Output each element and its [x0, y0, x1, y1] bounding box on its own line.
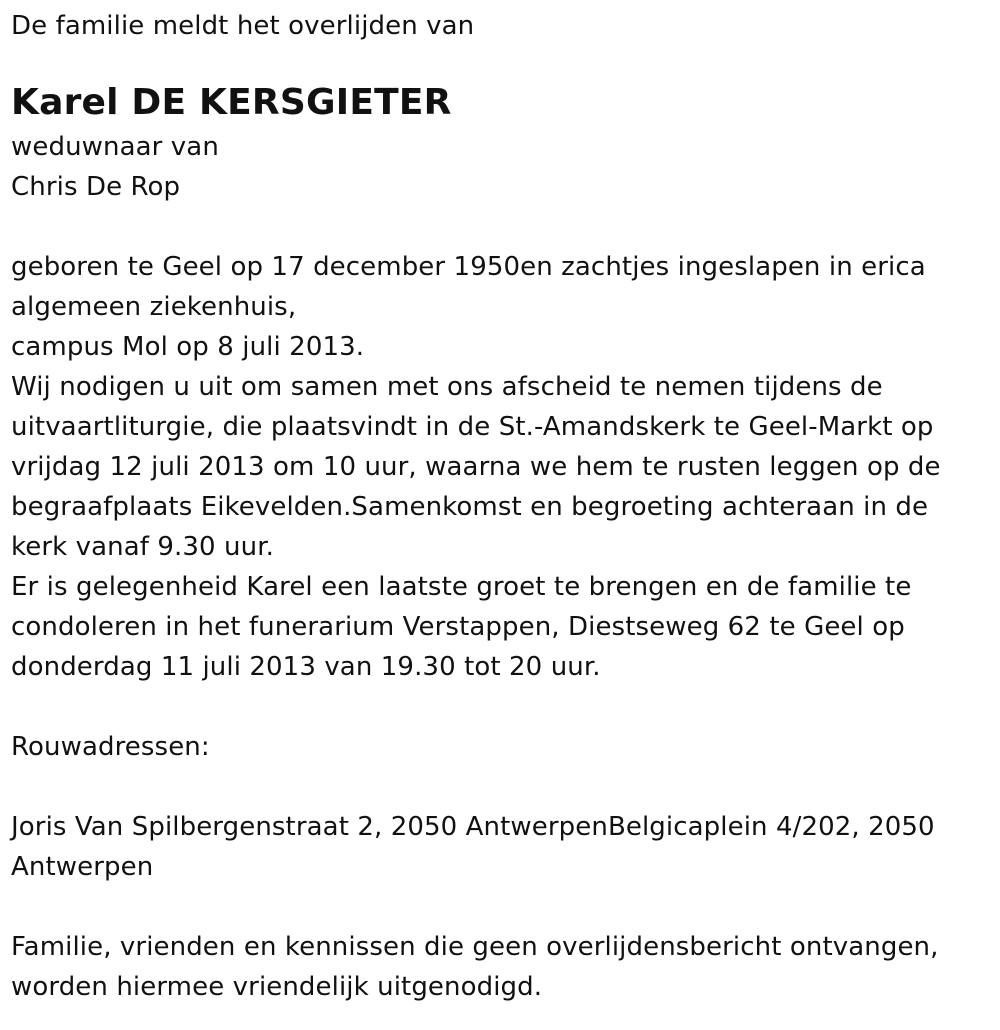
address-line: Joris Van Spilbergenstraat 2, 2050 AntwerpenBelgicaplein 4/202, 2050: [11, 812, 935, 842]
text-line: begraafplaats Eikevelden.Samenkomst en begroeting achteraan in de: [11, 492, 929, 522]
text-line: vrijdag 12 juli 2013 om 10 uur, waarna we hem te rusten leggen op de: [11, 452, 941, 482]
text-line: worden hiermee vriendelijk uitgenodigd.: [11, 972, 543, 1002]
condolence-paragraph: [11, 567, 1000, 687]
text-line: condoleren in het funerarium Verstappen, Diestseweg 62 te Geel op: [11, 612, 905, 642]
funeral-paragraph: [11, 367, 1000, 567]
intro-text: De familie meldt het overlijden van: [11, 11, 475, 41]
closing-paragraph: [11, 927, 1000, 1007]
addresses-paragraph: [11, 807, 1000, 887]
address-line: Antwerpen: [11, 852, 154, 882]
spacer: [11, 207, 1000, 247]
spacer: [11, 887, 1000, 927]
text-line: uitvaartliturgie, die plaatsvindt in de St.-Amandskerk te Geel-Markt op: [11, 412, 934, 442]
relation-label: weduwnaar van: [11, 132, 219, 162]
spouse-name: Chris De Rop: [11, 172, 181, 202]
deceased-name: Karel DE KERSGIETER: [11, 82, 452, 123]
text-line: donderdag 11 juli 2013 van 19.30 tot 20 uur.: [11, 652, 601, 682]
text-line: Er is gelegenheid Karel een laatste groet te brengen en de familie te: [11, 572, 912, 602]
addresses-heading: Rouwadressen:: [11, 732, 210, 762]
birth-death-paragraph: [11, 247, 1000, 367]
spacer: [11, 767, 1000, 807]
text-line: algemeen ziekenhuis,: [11, 292, 297, 322]
spacer: [11, 687, 1000, 727]
text-line: Familie, vrienden en kennissen die geen overlijdensbericht ontvangen,: [11, 932, 939, 962]
text-line: kerk vanaf 9.30 uur.: [11, 532, 274, 562]
text-line: geboren te Geel op 17 december 1950en zachtjes ingeslapen in erica: [11, 252, 926, 282]
text-line: campus Mol op 8 juli 2013.: [11, 332, 365, 362]
text-line: Wij nodigen u uit om samen met ons afscheid te nemen tijdens de: [11, 372, 883, 402]
